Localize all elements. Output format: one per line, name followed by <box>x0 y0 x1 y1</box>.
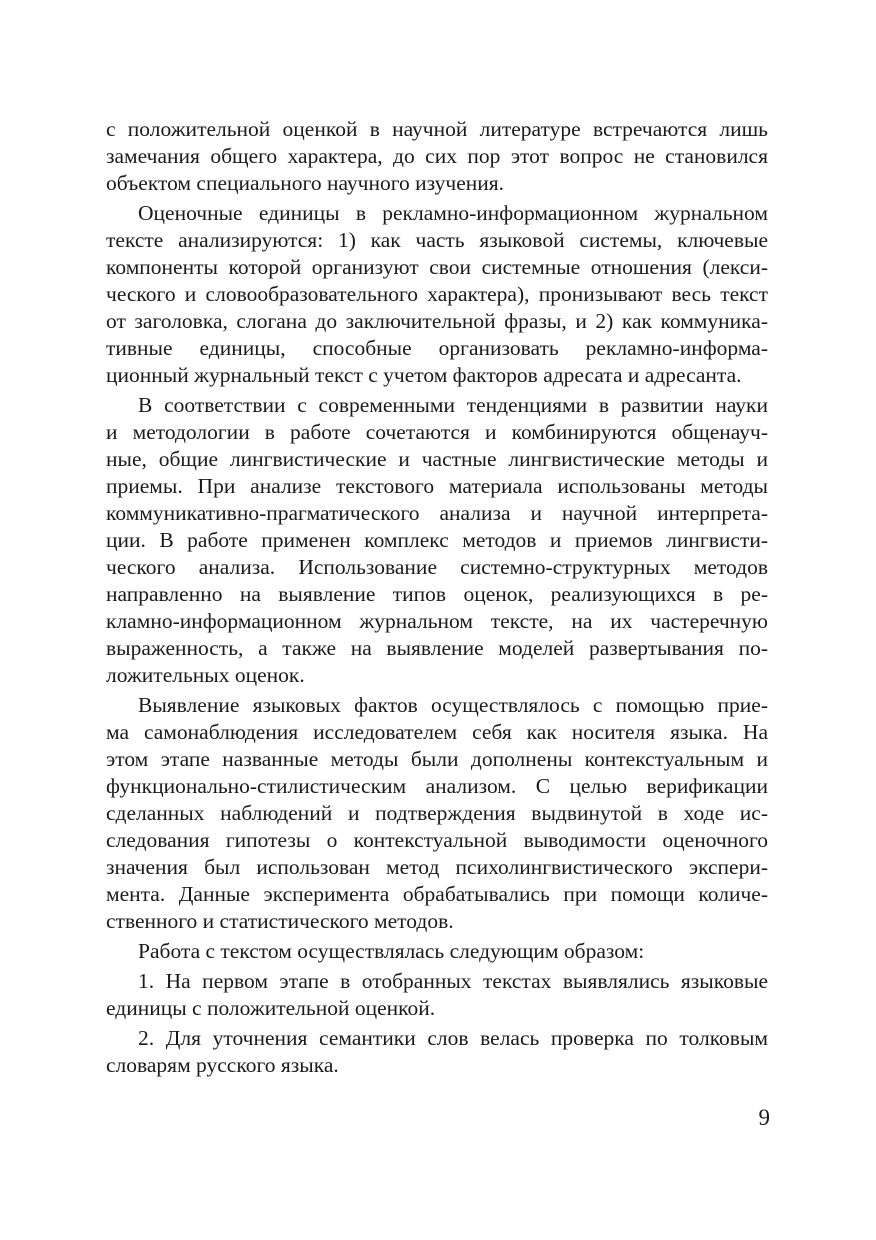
body-text <box>106 116 768 1082</box>
text-line: ма самонаблюдения исследователем себя как носителя языка. На <box>106 720 768 744</box>
text-line: Работа с текстом осуществлялась следующим образом: <box>138 939 645 963</box>
text-line: единицы с положительной оценкой. <box>106 996 436 1020</box>
text-line: приемы. При анализе текстового материала использованы методы <box>106 474 768 498</box>
text-line: сделанных наблюдений и подтверждения выдвинутой в ходе ис- <box>106 801 768 825</box>
text-line: с положительной оценкой в научной литературе встречаются лишь <box>106 117 768 141</box>
text-line: ческого анализа. Использование системно-структурных методов <box>106 555 768 579</box>
text-line: функционально-стилистическим анализом. С целью верификации <box>106 774 768 798</box>
paragraph <box>106 938 768 965</box>
text-line: ческого и словообразовательного характера), пронизывают весь текст <box>106 282 768 306</box>
text-line: выраженность, а также на выявление моделей развертывания по- <box>106 636 768 660</box>
text-line: ции. В работе применен комплекс методов и приемов лингвисти- <box>106 528 768 552</box>
text-line: значения был использован метод психолингвистического экспери- <box>106 855 768 879</box>
text-line: 1. На первом этапе в отобранных текстах выявлялись языковые <box>138 969 768 993</box>
text-line: объектом специального научного изучения. <box>106 171 505 195</box>
text-line: от заголовка, слогана до заключительной фразы, и 2) как коммуника- <box>106 309 768 333</box>
paragraph <box>106 116 768 197</box>
text-line: тивные единицы, способные организовать рекламно-информа- <box>106 336 768 360</box>
text-line: ложительных оценок. <box>106 663 305 687</box>
paragraph <box>106 968 768 1022</box>
text-line: мента. Данные эксперимента обрабатывались при помощи количе- <box>106 882 768 906</box>
paragraph <box>106 200 768 389</box>
text-line: направленно на выявление типов оценок, реализующихся в ре- <box>106 582 768 606</box>
text-line: Выявление языковых фактов осуществлялось с помощью прие- <box>138 693 768 717</box>
text-line: Оценочные единицы в рекламно-информационном журнальном <box>138 201 768 225</box>
paragraph <box>106 392 768 689</box>
text-line: 2. Для уточнения семантики слов велась проверка по толковым <box>138 1026 768 1050</box>
text-line: компоненты которой организуют свои системные отношения (лекси- <box>106 255 768 279</box>
text-line: следования гипотезы о контекстуальной выводимости оценочного <box>106 828 768 852</box>
paragraph <box>106 692 768 935</box>
text-line: этом этапе названные методы были дополнены контекстуальным и <box>106 747 768 771</box>
text-line: В соответствии с современными тенденциями в развитии науки <box>138 393 768 417</box>
text-line: ственного и статистического методов. <box>106 909 454 933</box>
page-number: 9 <box>758 1105 770 1130</box>
text-line: ционный журнальный текст с учетом факторов адресата и адресанта. <box>106 363 742 387</box>
text-line: замечания общего характера, до сих пор этот вопрос не становился <box>106 144 768 168</box>
paragraph <box>106 1025 768 1079</box>
text-line: тексте анализируются: 1) как часть языковой системы, ключевые <box>106 228 768 252</box>
text-line: словарям русского языка. <box>106 1053 339 1077</box>
text-line: коммуникативно-прагматического анализа и научной интерпрета- <box>106 501 768 525</box>
text-line: кламно-информационном журнальном тексте, на их частеречную <box>106 609 768 633</box>
text-line: ные, общие лингвистические и частные лингвистические методы и <box>106 447 768 471</box>
text-line: и методологии в работе сочетаются и комбинируются общенауч- <box>106 420 768 444</box>
